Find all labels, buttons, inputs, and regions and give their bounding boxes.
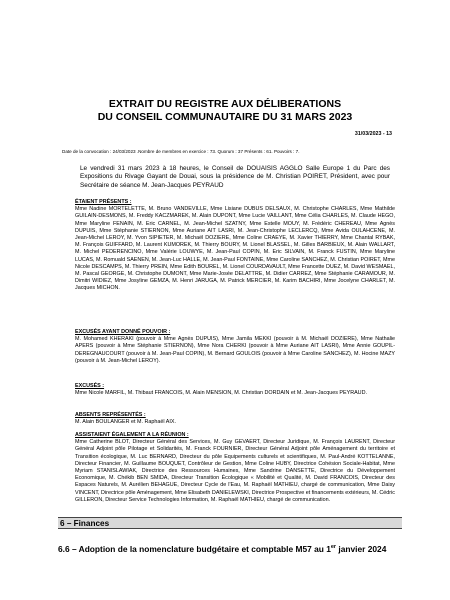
title-line-1: EXTRAIT DU REGISTRE AUX DÉLIBERATIONS <box>108 98 342 110</box>
subsection-title-tail: janvier 2024 <box>336 543 387 554</box>
convocation-meta: Date de la convocation : 24/03/2023 .Nombre de membres en exercice : 73. Quorum : 37 Présents : 61. Pouvoirs : 7. <box>62 149 300 154</box>
subsection-title <box>58 542 398 554</box>
pouvoir-list: M. Mohamed KHERAKI (pouvoir à Mme Agnès DUPUIS), Mme Jamila MEKKI (pouvoir à M. Michaël DOZIERE), Mme Nathalie APERS (pouvoir à Mme Stéphanie STIERNON), Mme Nora CHERKI (pouvoir à Mme Auriane AIT LASRI), Mme Annie GOUPIL-DEREGNAUCOURT (pouvoir à M. Jean-Paul COPIN), M. Bernard GOULOIS (pouvoir à Mme Caroline SANCHEZ), M. Hocine MAZY (pouvoir à M. Jean-Michel LEROY). <box>75 336 395 364</box>
absents-section <box>75 412 395 426</box>
excuses-section <box>75 383 395 397</box>
present-list: Mme Nadine MORTELETTE, M. Bruno VANDEVILLE, Mme Lisiane DUBUS DELSAUX, M. Christophe CHARLES, Mme Mathilde GUILAIN-DESMONS, M. Freddy KACZMAREK, M. Alain DUPONT, Mme Lucie VAILLANT, Mme Célia CHARLES, M. Claude HEGO, Mme Maryline FENAIN, M. Eric CARNEL, M. Jean-Michel SZATNY, Mme Estelle MOUY, M. Frédéric CHEREAU, Mme Agnès DUPUIS, Mme Stéphanie STIERNON, Mme Auriane AIT LASRI, M. Jean-Christophe LECLERCQ, Mme Avida OULAHCENE, M. Jean-Michel LEROY, M. Yvon SIPIETER, M. Michaël DOZIERE, Mme Coline CRAEYE, M. Xavier THIERRY, Mme Chantal RYBAK, M. François GUIFFARD, M. Laurent KUMOREK, M. Thierry BOURY, M. Lionel BLASSEL, M. Gilles BARBIEUX, M. Alain WALLART, M. Michel PEDERENCINO, Mme Valérie LOUWYE, M. Jean-Paul COPIN, M. Eric SILVAIN, M. Franck FUSTIN, Mme Maryline LUCAS, M. Romuald SAENEN, M. Jean-Luc HALLE, M. Jean-Paul FONTAINE, Mme Caroline SANCHEZ, M. Christian POIRET, Mme Nicole DESCAMPS, M. Thierry PREIN, Mme Edith BOUREL, M. Lionel COURDAVAULT, Mme Francette DUEZ, M. David WESMAEL, M. Pascal GEORGE, M. Christophe DUMONT, Mme Marie-Josée DELATTRE, M. Didier CARREZ, Mme Stéphanie CARAMOUR, M. Dimitri WIDIEZ, Mme Josyline GEMZA, M. Henri JARUGA, M. Patrick MERCIER, M. Karim BACHIRI, Mme Jocelyne CHARLET, M. Jacques MICHON. <box>75 206 395 292</box>
excuses-list: Mme Nicole MARFIL, M. Thibaut FRANCOIS, M. Alain MENSION, M. Christian DORDAIN et M. Jean-Jacques PEYRAUD. <box>75 390 367 397</box>
document-title <box>60 98 390 124</box>
assist-section <box>75 432 395 504</box>
pouvoir-heading: EXCUSÉS AYANT DONNÉ POUVOIR : <box>75 329 171 335</box>
pouvoir-section <box>75 329 395 365</box>
subsection-title-sup: er <box>330 544 337 550</box>
assist-list: Mme Catherine BLOT, Directeur Général des Services, M. Guy GEVAERT, Directeur Juridique, M. François LAURENT, Directeur Général Adjoint pôle Pilotage et Solidarités, M. Franck FOURNIER, Directeur Général Adjoint pôle Aménagement du territoire et Transition écologique, M. Luc BERNARD, Directeur du pôle Equipements culturels et scientifiques, M. Paul-André KOTTELANNE, Directeur Financier, M. Guillaume BOUQUET, Contrôleur de Gestion, Mme Coline HUBY, Directrice Cohésion Sociale-Habitat, Mme Myriam STANISLAWIAK, Directrice des Ressources Humaines, Mme Sandrine DANSETTE, Directrice du Développement Economique, M. Chékib BEN SMIDA, Directeur Transition Écologique « Mobilité et Qualité, M. David FRANCOIS, Directeur des Espaces Naturels, M. Aurélien BEHAGUE, Directeur Cycle de l'Eau, M. Raphaël MATHIEU, chargé de communication, Mme Daisy VINCENT, Directrice pôle Aménagement, Mme Elisabeth DANIELEWSKI, Directrice Prospective et financements extérieurs, M. Cédric GILLERON, Directeur Service Technologies Information, M. Raphaël MATHIEU, chargé de communication. <box>75 439 395 503</box>
absents-heading: ABSENTS REPRÉSENTÉS : <box>75 412 146 418</box>
subsection-title-text: 6.6 – Adoption de la nomenclature budgétaire et comptable M57 au 1 <box>58 543 331 554</box>
excuses-heading: EXCUSÉS : <box>75 383 105 389</box>
assist-heading: ASSISTAIENT ÉGALEMENT A LA RÉUNION : <box>75 432 189 438</box>
absents-list: M. Alain BOULANGER et M. Raphaël AIX. <box>75 419 176 426</box>
intro-paragraph: Le vendredi 31 mars 2023 à 18 heures, le Conseil de DOUAISIS AGGLO Salle Europe 1 du Parc des Expositions du Rivage Gayant de Douai, sous la présidence de M. Christian POIRET, Président, avec pour Secrétaire de séance M. Jean-Jacques PEYRAUD <box>80 165 390 189</box>
present-heading: ÉTAIENT PRÉSENTS : <box>75 199 132 205</box>
title-line-2: DU CONSEIL COMMUNAUTAIRE DU 31 MARS 2023 <box>97 111 353 123</box>
section-band-finances: 6 – Finances <box>58 517 402 529</box>
present-section <box>75 199 395 293</box>
deliberation-reference: 31/03/2023 - 13 <box>354 131 392 137</box>
